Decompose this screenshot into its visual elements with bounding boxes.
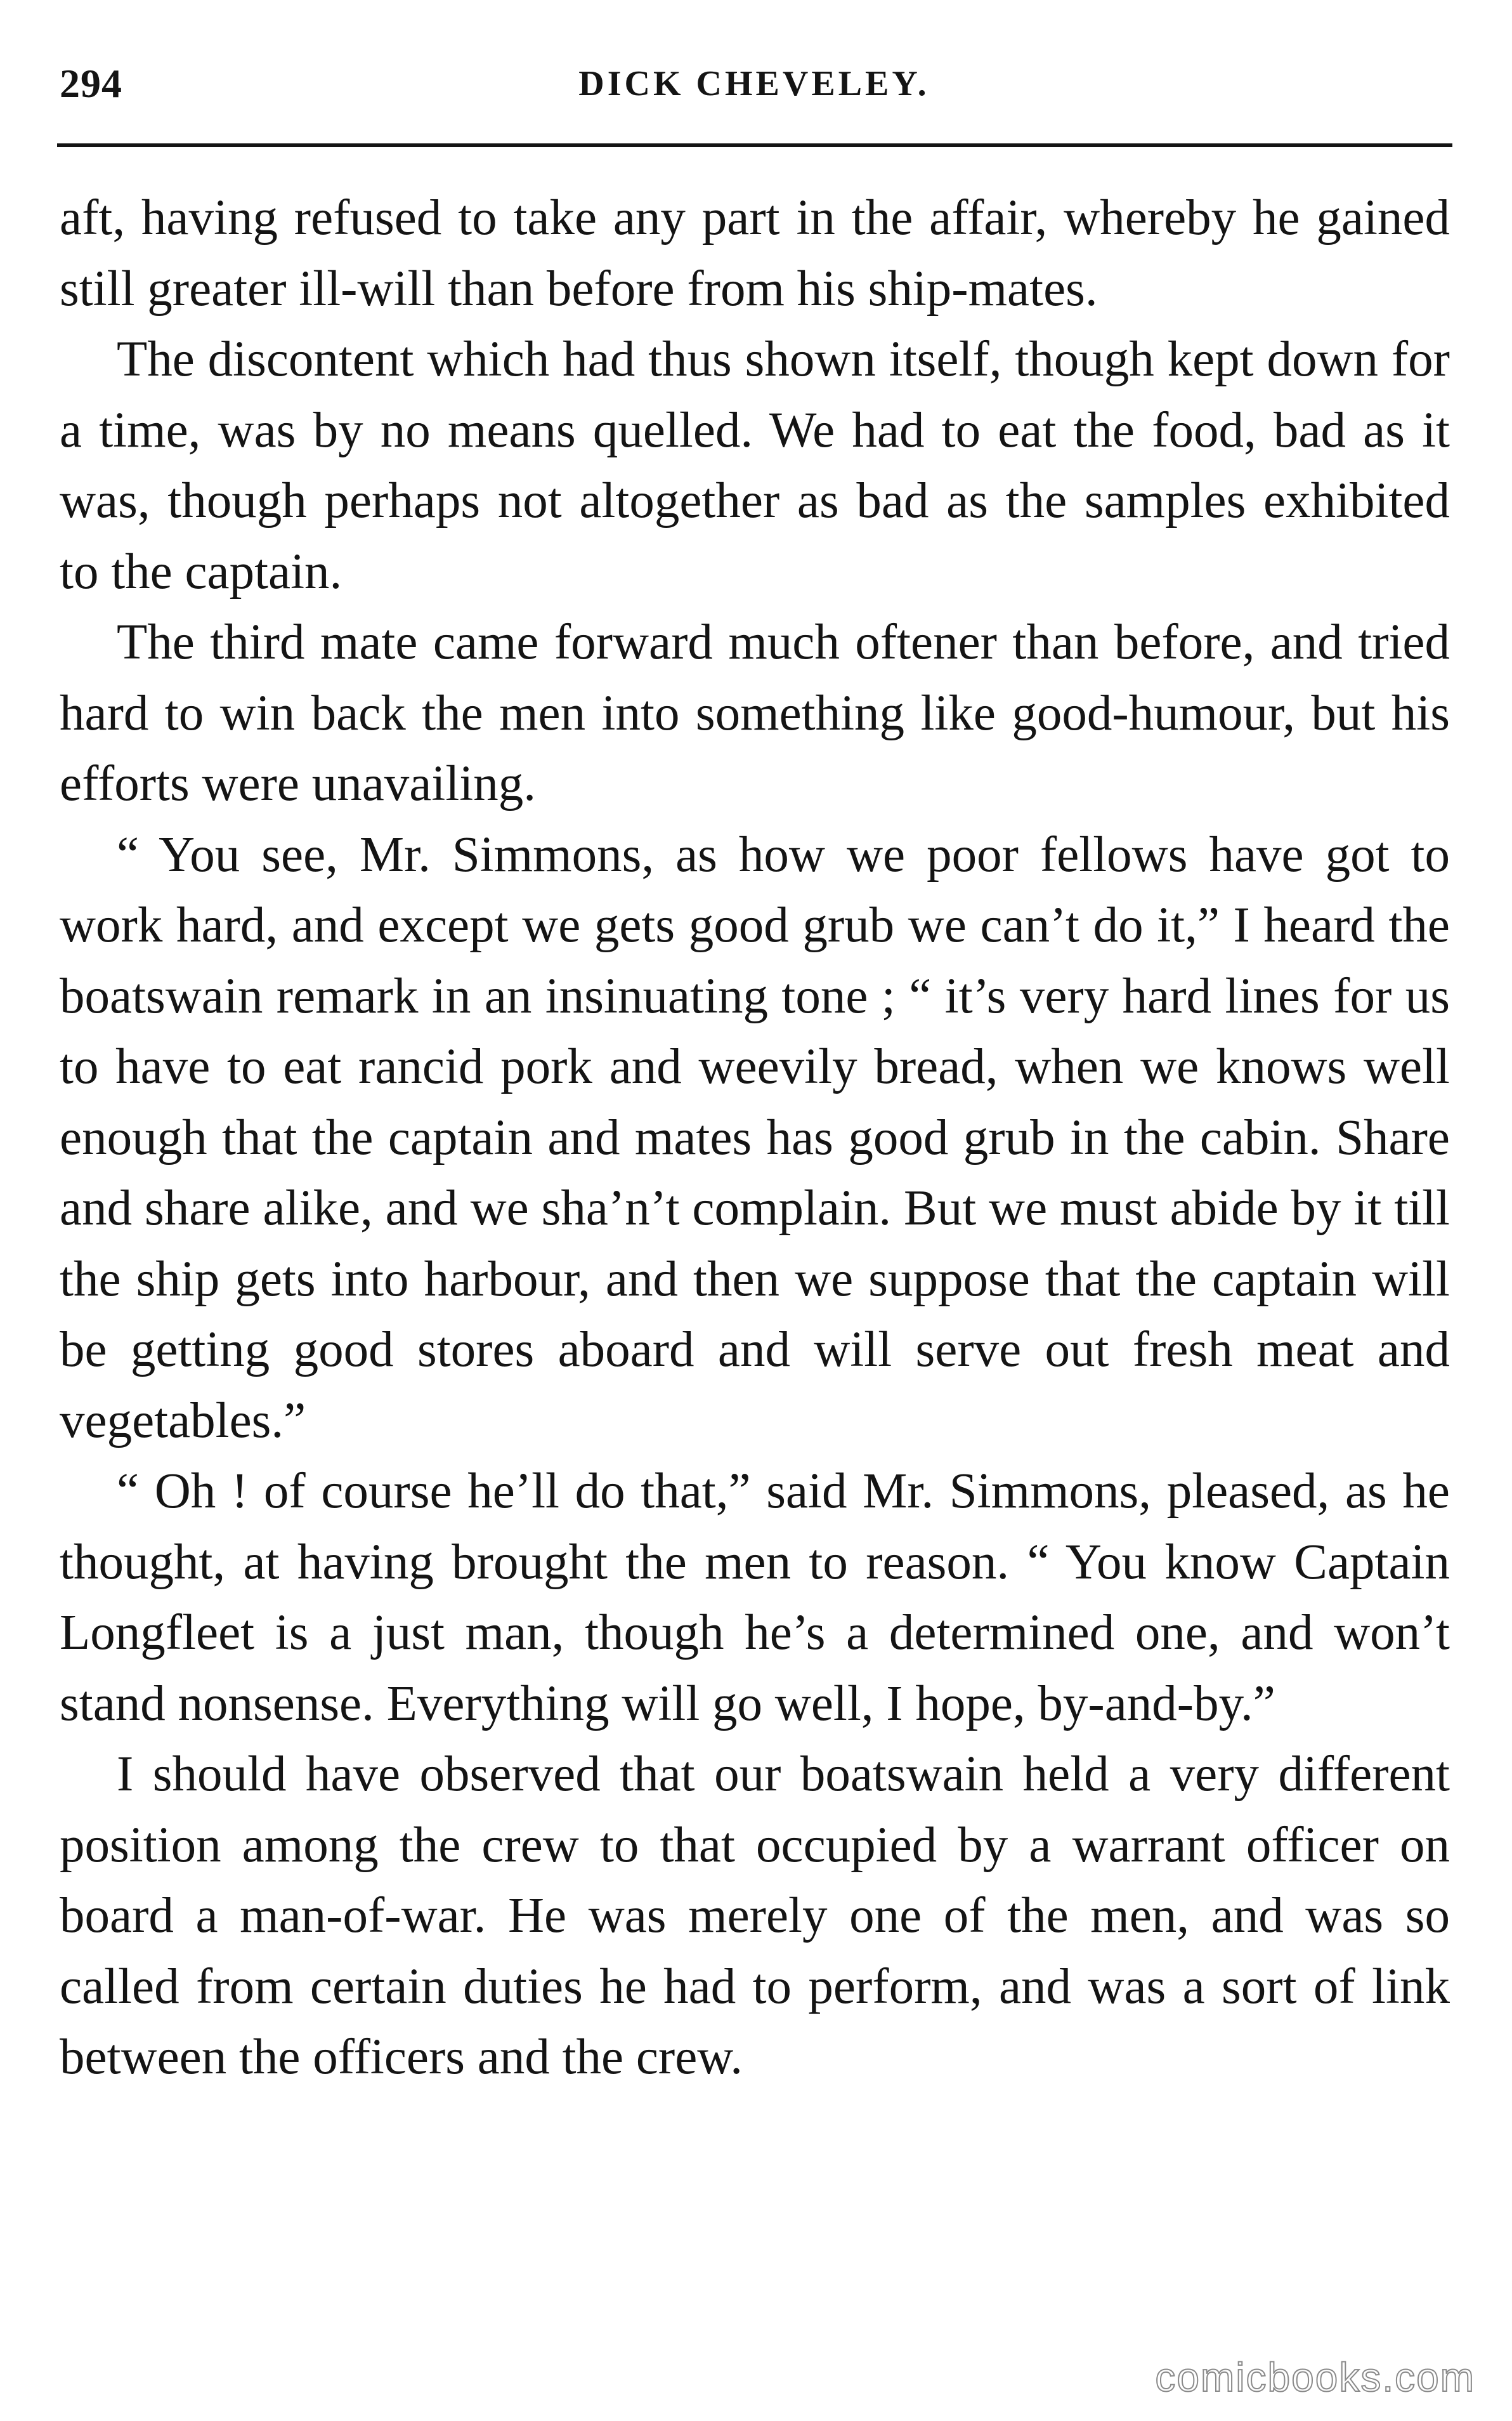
paragraph-1: aft, having refused to take any part in the affair, whereby he gained still greater ill-will than before from his ship-mates. (60, 190, 1450, 317)
running-head: DICK CHEVELEY. (578, 64, 930, 103)
paragraph-5: “ Oh ! of course he’ll do that,” said Mr. Simmons, pleased, as he thought, at having brought the men to reason. “ You know Captain Longfleet is a just man, though he’s a determined one, and won’t stand nonsense. Everything will go well, I hope, by-and-by.” (60, 1464, 1450, 1731)
watermark: comicbooks.com (1155, 2354, 1475, 2400)
paragraph-3: The third mate came forward much oftener than before, and tried hard to win back the men into something like good-humour, but his efforts were unavailing. (60, 615, 1450, 811)
paragraph-4: “ You see, Mr. Simmons, as how we poor fellows have got to work hard, and except we gets good grub we can’t do it,” I heard the boatswain remark in an insinuating tone ; “ it’s very hard lines for us to have to eat rancid pork and weevily bread, when we knows well enough that the captain and mates has good grub in the cabin. Share and share alike, and we sha’n’t complain. But we must abide by it till the ship gets into harbour, and then we suppose that the captain will be getting good stores aboard and will serve out fresh meat and vegetables.” (60, 827, 1450, 1448)
header-rule (57, 143, 1452, 147)
page-header (60, 58, 1449, 109)
paragraph-6: I should have observed that our boatswain held a very different position among the crew to that occupied by a warrant officer on board a man-of-war. He was merely one of the men, and was so called from certain duties he had to perform, and was a sort of link between the officers and the crew. (60, 1747, 1450, 2085)
page-body (60, 183, 1450, 2093)
paragraph-2: The discontent which had thus shown itself, though kept down for a time, was by no means quelled. We had to eat the food, bad as it was, though perhaps not altogether as bad as the samples exhibited to the captain. (60, 332, 1450, 600)
page-number: 294 (60, 61, 122, 106)
